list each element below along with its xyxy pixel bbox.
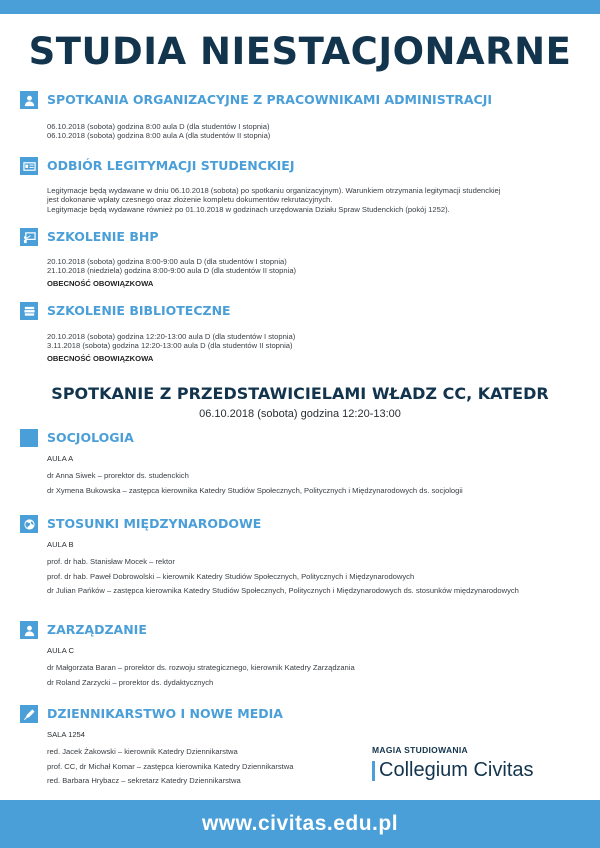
collegium-civitas-logo (372, 745, 534, 782)
person-entry: dr Małgorzata Baran – prorektor ds. rozwoju strategicznego, kierownik Katedry Zarządzania (47, 663, 355, 672)
person-entry: prof. dr hab. Stanisław Mocek – rektor (47, 557, 175, 566)
department-title: DZIENNIKARSTWO I NOWE MEDIA (47, 706, 283, 721)
person-icon (20, 91, 38, 109)
section-organizational-meetings (20, 91, 590, 141)
person-icon (20, 621, 38, 639)
person-entry: prof. CC, dr Michał Komar – zastępca kierownika Katedry Dziennikarstwa (47, 761, 294, 771)
schedule-line: 20.10.2018 (sobota) godzina 12:20-13:00 aula D (dla studentów I stopnia) (47, 332, 296, 341)
room-label: AULA B (47, 540, 74, 549)
mandatory-note: OBECNOŚĆ OBOWIĄZKOWA (47, 353, 154, 363)
section-title: SPOTKANIA ORGANIZACYJNE Z PRACOWNIKAMI ADMINISTRACJI (47, 92, 493, 107)
person-entry: dr Julian Pańków – zastępca kierownika Katedry Studiów Społecznych, Politycznych i Międzynarodowych ds. stosunków międzynarodowych (47, 586, 519, 595)
top-accent-bar (0, 0, 600, 14)
section-title: ODBIÓR LEGITYMACJI STUDENCKIEJ (47, 158, 295, 173)
room-label: SALA 1254 (47, 730, 86, 739)
room-label: AULA A (47, 454, 74, 463)
website-link[interactable]: www.civitas.edu.pl (201, 812, 399, 835)
schedule-line: 06.10.2018 (sobota) godzina 8:00 aula A (dla studentów II stopnia) (47, 131, 271, 141)
pen-icon (20, 705, 38, 723)
info-line: Legitymacje będą wydawane w dniu 06.10.2018 (sobota) po spotkaniu organizacyjnym). Warunkiem otrzymania legitymacji studenckiej (47, 186, 501, 195)
person-entry: dr Anna Siwek – prorektor ds. studenckich (47, 471, 189, 480)
section-bhp-training (20, 228, 590, 288)
footer-bar (0, 800, 600, 848)
info-line: Legitymacje będą wydawane również po 01.10.2018 w godzinach urzędowania Działu Spraw Studenckich (pokój 1252). (47, 204, 450, 214)
meeting-date: 06.10.2018 (sobota) godzina 12:20-13:00 (199, 408, 401, 420)
schedule-line: 3.11.2018 (sobota) godzina 12:20-13:00 aula D (dla studentów II stopnia) (47, 341, 293, 351)
id-card-icon (20, 157, 38, 175)
globe-icon (20, 515, 38, 533)
books-icon (20, 302, 38, 320)
department-sociology (20, 429, 590, 500)
person-entry: dr Xymena Bukowska – zastępca kierownika Katedry Studiów Społecznych, Politycznych i Międzynarodowych ds. socjologii (47, 485, 463, 495)
person-entry: red. Barbara Hrybacz – sekretarz Katedry Dziennikarstwa (47, 776, 241, 785)
brand-name: Collegium Civitas (379, 759, 534, 781)
brand-bar-icon (372, 761, 375, 781)
section-library-training (20, 302, 590, 363)
department-title: STOSUNKI MIĘDZYNARODOWE (47, 516, 262, 531)
mandatory-note: OBECNOŚĆ OBOWIĄZKOWA (47, 278, 154, 288)
person-entry: red. Jacek Żakowski – kierownik Katedry Dziennikarstwa (47, 747, 238, 756)
room-label: AULA C (47, 646, 75, 655)
schedule-line: 06.10.2018 (sobota) godzina 8:00 aula D (dla studentów I stopnia) (47, 122, 270, 131)
schedule-line: 21.10.2018 (niedziela) godzina 8:00-9:00 aula D (dla studentów II stopnia) (47, 266, 297, 276)
brand-tagline: MAGIA STUDIOWANIA (372, 745, 468, 755)
section-title: SZKOLENIE BIBLIOTECZNE (47, 303, 231, 318)
square-icon (20, 429, 38, 447)
section-student-id (20, 157, 590, 214)
page-title: STUDIA NIESTACJONARNE (28, 30, 572, 73)
presentation-icon (20, 228, 38, 246)
schedule-line: 20.10.2018 (sobota) godzina 8:00-9:00 aula D (dla studentów I stopnia) (47, 257, 287, 266)
info-line: jest dokonanie wpłaty czesnego oraz złożenie kompletu dokumentów rekrutacyjnych. (47, 195, 333, 205)
meeting-title: SPOTKANIE Z PRZEDSTAWICIELAMI WŁADZ CC, KATEDR (51, 384, 549, 403)
section-title: SZKOLENIE BHP (47, 229, 159, 244)
person-entry: dr Roland Zarzycki – prorektor ds. dydaktycznych (47, 677, 214, 687)
department-management (20, 621, 590, 692)
department-international-relations (20, 515, 590, 601)
department-title: SOCJOLOGIA (47, 430, 134, 445)
person-entry: prof. dr hab. Paweł Dobrowolski – kierownik Katedry Studiów Społecznych, Politycznych i Międzynarodowych (47, 571, 415, 581)
department-title: ZARZĄDZANIE (47, 622, 147, 637)
